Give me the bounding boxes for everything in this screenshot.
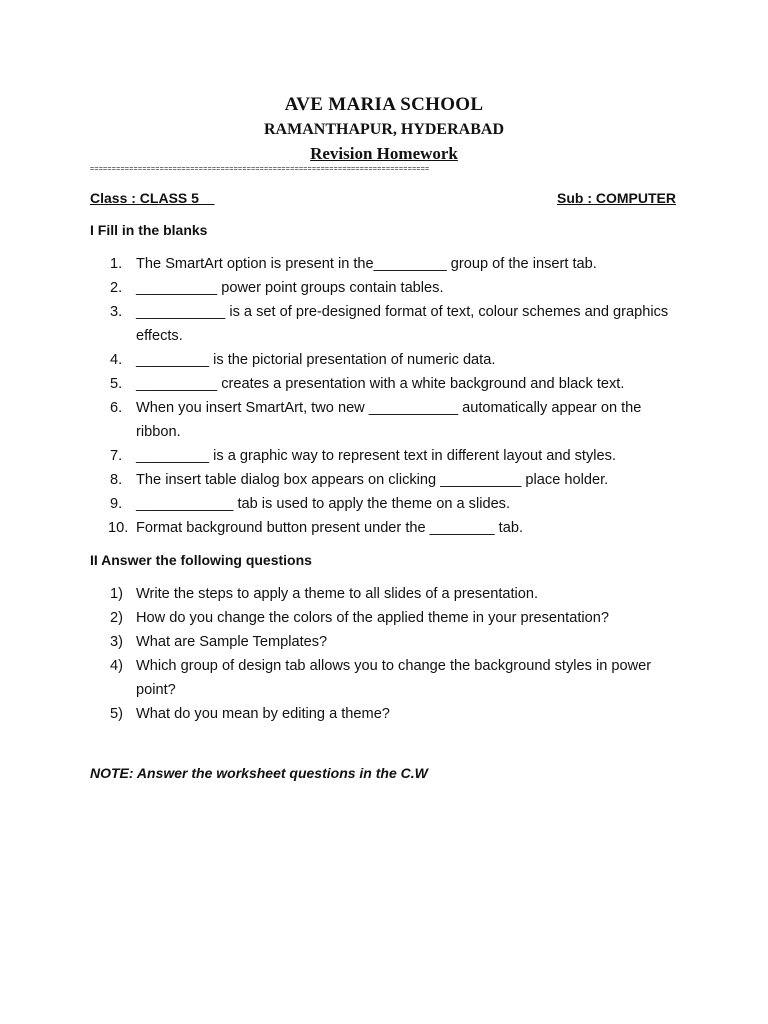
item-number: 2.: [110, 280, 123, 296]
item-text: What are Sample Templates?: [136, 634, 328, 650]
item-number: 4): [110, 658, 123, 674]
list-item: [90, 582, 690, 606]
item-text: ____________ tab is used to apply the theme on a slides.: [136, 496, 511, 512]
section-heading-fill-blanks: I Fill in the blanks: [90, 222, 208, 238]
item-number: 3.: [110, 304, 123, 320]
item-text: _________ is the pictorial presentation of numeric data.: [136, 352, 496, 368]
item-number: 5.: [110, 376, 123, 392]
list-item: [90, 492, 690, 516]
item-text: When you insert SmartArt, two new ___________ automatically appear on the ribbon.: [136, 400, 642, 440]
item-text: __________ power point groups contain tables.: [136, 280, 444, 296]
item-text: The insert table dialog box appears on clicking __________ place holder.: [136, 472, 609, 488]
item-number: 2): [110, 610, 123, 626]
class-label: Class : CLASS 5: [90, 190, 215, 206]
item-number: 9.: [110, 496, 123, 512]
list-item: [90, 702, 690, 726]
item-text: The SmartArt option is present in the_________ group of the insert tab.: [136, 256, 597, 272]
item-text: What do you mean by editing a theme?: [136, 706, 390, 722]
document-title: Revision Homework: [310, 144, 458, 163]
separator-rule: ==============================================================================: [90, 166, 430, 174]
item-text: Write the steps to apply a theme to all slides of a presentation.: [136, 586, 539, 602]
list-item: [90, 372, 690, 396]
school-name: AVE MARIA SCHOOL: [284, 94, 484, 115]
list-item: [90, 348, 690, 372]
item-text: Format background button present under the ________ tab.: [136, 520, 524, 536]
item-number: 7.: [110, 448, 123, 464]
item-text: __________ creates a presentation with a white background and black text.: [136, 376, 625, 392]
item-number: 5): [110, 706, 123, 722]
item-number: 1.: [110, 256, 123, 272]
school-location: RAMANTHAPUR, HYDERABAD: [264, 121, 504, 138]
fill-blanks-list: [90, 252, 690, 540]
item-text: ___________ is a set of pre-designed format of text, colour schemes and graphics effects.: [136, 304, 669, 344]
list-item: [90, 396, 690, 444]
item-number: 3): [110, 634, 123, 650]
item-number: 6.: [110, 400, 123, 416]
item-number: 4.: [110, 352, 123, 368]
note-text: NOTE: Answer the worksheet questions in the C.W: [90, 765, 428, 781]
document-header: [0, 92, 768, 166]
list-item: [90, 252, 690, 276]
list-item: [90, 654, 690, 702]
list-item: [90, 300, 690, 348]
item-number: 1): [110, 586, 123, 602]
item-text: _________ is a graphic way to represent text in different layout and styles.: [136, 448, 616, 464]
list-item: [90, 516, 690, 540]
section-heading-answer-questions: II Answer the following questions: [90, 552, 312, 568]
list-item: [90, 630, 690, 654]
item-text: How do you change the colors of the applied theme in your presentation?: [136, 610, 609, 626]
item-number: 10.: [108, 520, 129, 536]
list-item: [90, 276, 690, 300]
list-item: [90, 444, 690, 468]
list-item: [90, 606, 690, 630]
questions-list: [90, 582, 690, 726]
list-item: [90, 468, 690, 492]
item-text: Which group of design tab allows you to change the background styles in power point?: [136, 658, 652, 698]
item-number: 8.: [110, 472, 123, 488]
subject-label: Sub : COMPUTER: [557, 190, 676, 206]
